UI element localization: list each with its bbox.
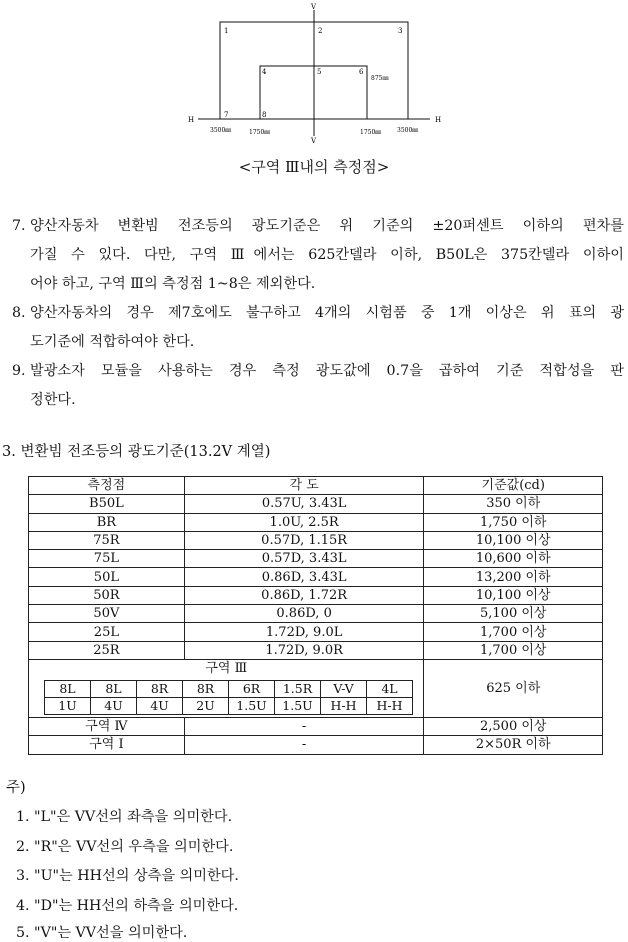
table-cell: 1.72D, 9.0L xyxy=(184,623,424,641)
zone3-title: 구역 Ⅲ xyxy=(205,660,248,676)
table-cell: 5,100 이상 xyxy=(424,605,603,623)
measurement-point-diagram xyxy=(186,2,446,144)
luminous-intensity-table xyxy=(28,476,603,755)
zone3-cell: 1.5R xyxy=(275,680,321,697)
zone3-cell: 8L xyxy=(91,680,137,697)
table-cell: 구역 Ⅰ xyxy=(29,736,185,754)
zone4-row xyxy=(29,717,603,735)
zone3-points-table xyxy=(44,680,413,715)
table-cell: 1.72D, 9.0R xyxy=(184,641,424,659)
notes-heading: 주) xyxy=(6,780,26,796)
table-row xyxy=(29,495,603,513)
item-line: 가질 수 있다. 다만, 구역 Ⅲ에서는 625칸델라 이하, B50L은 375칸델라 이하이 xyxy=(30,247,624,263)
point-label-1: 1 xyxy=(224,27,229,35)
section-title: 3. 변환빔 전조등의 광도기준(13.2V 계열) xyxy=(2,444,271,460)
zone3-cell: V-V xyxy=(321,680,367,697)
table-cell: 0.57U, 3.43L xyxy=(184,495,424,513)
point-label-5: 5 xyxy=(317,68,322,76)
dimension-3500-left: 3500㎜ xyxy=(210,127,232,134)
dimension-1750-right: 1750㎜ xyxy=(360,129,382,136)
dimension-1750-left: 1750㎜ xyxy=(249,129,271,136)
table-cell: 75L xyxy=(29,550,185,568)
table-cell: BR xyxy=(29,513,185,531)
point-label-7: 7 xyxy=(224,111,229,119)
zone3-cell: H-H xyxy=(321,697,367,714)
zone3-cell: 4U xyxy=(91,697,137,714)
note-item: 3. "U"는 HH선의 상측을 의미한다. xyxy=(16,868,239,884)
dimension-875: 875㎜ xyxy=(371,75,389,82)
header-cell: 측정점 xyxy=(29,477,185,495)
h-axis-label-left: H xyxy=(188,116,195,124)
table-row xyxy=(29,586,603,604)
h-axis-label-right: H xyxy=(435,116,442,124)
zone3-row-vertical xyxy=(45,697,413,714)
table-cell: 1,750 이하 xyxy=(424,513,603,531)
item-7 xyxy=(12,212,624,299)
table-cell: - xyxy=(184,736,424,754)
point-label-2: 2 xyxy=(318,27,323,35)
item-text xyxy=(12,212,624,299)
zone3-cell: 6R xyxy=(229,680,275,697)
item-text xyxy=(12,299,624,357)
table-cell: 50R xyxy=(29,586,185,604)
item-line: 도기준에 적합하여야 한다. xyxy=(30,334,195,350)
note-item: 1. "L"은 VV선의 좌측을 의미한다. xyxy=(16,809,233,825)
zone3-cell: 8R xyxy=(137,680,183,697)
table-cell: 350 이하 xyxy=(424,495,603,513)
table-cell: 0.86D, 1.72R xyxy=(184,586,424,604)
table-cell: 25L xyxy=(29,623,185,641)
table-row xyxy=(29,641,603,659)
table-cell: B50L xyxy=(29,495,185,513)
table-cell: 1,700 이상 xyxy=(424,641,603,659)
table-cell: 13,200 이하 xyxy=(424,568,603,586)
table-cell: 25R xyxy=(29,641,185,659)
dimension-3500-right: 3500㎜ xyxy=(397,127,419,134)
zone3-cell: H-H xyxy=(367,697,413,714)
note-item: 2. "R"은 VV선의 우측을 의미한다. xyxy=(16,839,234,855)
diagram-caption: <구역 Ⅲ내의 측정점> xyxy=(238,158,390,176)
table-row xyxy=(29,513,603,531)
item-9 xyxy=(12,357,624,415)
table-cell: 10,600 이하 xyxy=(424,550,603,568)
header-cell: 기준값(cd) xyxy=(424,477,603,495)
table-cell: 1.0U, 2.5R xyxy=(184,513,424,531)
zone3-cell: 4L xyxy=(367,680,413,697)
zone3-cell: 8R xyxy=(183,680,229,697)
table-cell: - xyxy=(184,717,424,735)
item-line: 발광소자 모듈을 사용하는 경우 측정 광도값에 0.7을 곱하여 기준 적합성을 판 xyxy=(30,363,624,379)
v-axis-label-bottom: V xyxy=(311,137,317,144)
note-item: 5. "V"는 VV선을 의미한다. xyxy=(16,925,188,941)
item-text xyxy=(12,357,624,415)
v-axis-label-top: V xyxy=(311,3,317,11)
point-label-3: 3 xyxy=(398,27,403,35)
table-row xyxy=(29,568,603,586)
zone3-cell: 4U xyxy=(137,697,183,714)
zone3-cell xyxy=(29,659,424,717)
table-header-row xyxy=(29,477,603,495)
point-label-4: 4 xyxy=(262,68,267,76)
table-cell: 0.86D, 3.43L xyxy=(184,568,424,586)
zone3-cell: 8L xyxy=(45,680,91,697)
table-cell: 0.57D, 1.15R xyxy=(184,531,424,549)
zone3-cell: 1.5U xyxy=(275,697,321,714)
table-cell: 0.57D, 3.43L xyxy=(184,550,424,568)
zone3-cell: 1.5U xyxy=(229,697,275,714)
item-number: 9. xyxy=(12,363,26,379)
zone3-cell: 1U xyxy=(45,697,91,714)
item-line: 양산자동차의 경우 제7호에도 불구하고 4개의 시험품 중 1개 이상은 위 표의 광 xyxy=(30,305,624,321)
table-row xyxy=(29,605,603,623)
zone3-value: 625 이하 xyxy=(424,659,603,717)
table-cell: 50L xyxy=(29,568,185,586)
table-row xyxy=(29,531,603,549)
table-cell: 1,700 이상 xyxy=(424,623,603,641)
item-number: 8. xyxy=(12,305,26,321)
table-cell: 0.86D, 0 xyxy=(184,605,424,623)
item-number: 7. xyxy=(12,218,26,234)
table-cell: 10,100 이상 xyxy=(424,586,603,604)
table-cell: 50V xyxy=(29,605,185,623)
table-row xyxy=(29,623,603,641)
item-line: 양산자동차 변환빔 전조등의 광도기준은 위 기준의 ±20퍼센트 이하의 편차를 xyxy=(30,218,624,234)
item-line: 정한다. xyxy=(30,392,76,408)
zone3-row-horizontal xyxy=(45,680,413,697)
zone3-cell: 2U xyxy=(183,697,229,714)
table-cell: 75R xyxy=(29,531,185,549)
point-label-8: 8 xyxy=(262,111,267,119)
item-line: 어야 하고, 구역 Ⅲ의 측정점 1~8은 제외한다. xyxy=(30,276,316,292)
table-cell: 10,100 이상 xyxy=(424,531,603,549)
zone3-row xyxy=(29,659,603,717)
table-row xyxy=(29,550,603,568)
header-cell: 각 도 xyxy=(184,477,424,495)
zone1-row xyxy=(29,736,603,754)
point-label-6: 6 xyxy=(359,68,364,76)
table-cell: 2×50R 이하 xyxy=(424,736,603,754)
table-cell: 2,500 이상 xyxy=(424,717,603,735)
table-cell: 구역 Ⅳ xyxy=(29,717,185,735)
item-8 xyxy=(12,299,624,357)
note-item: 4. "D"는 HH선의 하측을 의미한다. xyxy=(16,898,239,914)
